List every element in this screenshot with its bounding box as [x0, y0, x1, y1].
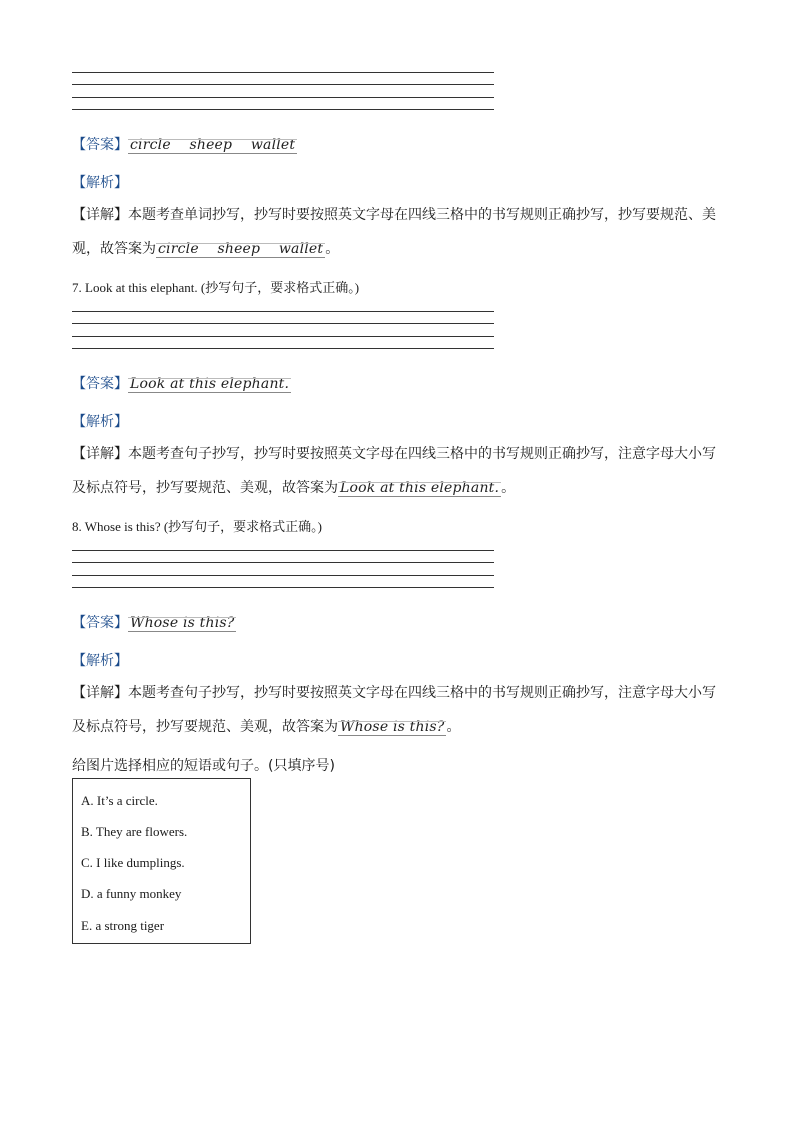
q7-answer-handwriting: Look at this elephant.: [130, 376, 290, 392]
q7-detail-answer-handwriting: Look at this elephant.: [340, 480, 500, 496]
option-a: A. It’s a circle.: [81, 793, 158, 808]
q8-detail-text1: 本题考查句子抄写，抄写时要按照英文字母在四线三格中的书写规则正确抄写，注意字母大小写: [128, 685, 716, 701]
q7-detail-text1: 本题考查句子抄写，抄写时要按照英文字母在四线三格中的书写规则正确抄写，注意字母大小写: [128, 446, 716, 462]
options-box: [72, 778, 251, 944]
section-instruction: 给图片选择相应的短语或句子。(只填序号): [72, 758, 335, 774]
detail-tag: 【详解】: [72, 685, 128, 701]
q6-detail-answer-handwriting: circle sheep wallet: [158, 241, 324, 257]
q8-question: 8. Whose is this? (抄写句子，要求格式正确。): [72, 519, 322, 534]
q6-detail-text1: 本题考查单词抄写，抄写时要按照英文字母在四线三格中的书写规则正确抄写，抄写要规范、美: [128, 207, 716, 223]
option-c: C. I like dumplings.: [81, 855, 185, 870]
answer-tag: 【答案】: [72, 615, 128, 631]
q7-analysis-line: [72, 411, 128, 431]
q6-analysis-line: [72, 172, 128, 192]
q8-detail-answer-handwriting: Whose is this?: [340, 719, 445, 735]
q6-detail-line1: [72, 204, 716, 224]
q8-detail-line1: [72, 682, 716, 702]
q8-detail-line2: [72, 716, 460, 736]
option-e: E. a strong tiger: [81, 918, 165, 933]
q6-detail-line2: [72, 238, 339, 258]
analysis-tag: 【解析】: [72, 414, 128, 430]
q7-answer-line: [72, 373, 291, 393]
q6-answer-line: [72, 134, 297, 154]
detail-tag: 【详解】: [72, 207, 128, 223]
analysis-tag: 【解析】: [72, 653, 128, 669]
detail-tag: 【详解】: [72, 446, 128, 462]
q8-detail-suffix: 。: [446, 719, 461, 735]
q6-answer-handwriting: circle sheep wallet: [130, 137, 296, 153]
q7-detail-line1: [72, 443, 716, 463]
answer-tag: 【答案】: [72, 137, 128, 153]
q8-answer-line: [72, 612, 236, 632]
analysis-tag: 【解析】: [72, 175, 128, 191]
option-d: D. a funny monkey: [81, 886, 182, 901]
q7-question: 7. Look at this elephant. (抄写句子，要求格式正确。): [72, 280, 360, 295]
four-line-grid-q8: [72, 550, 494, 590]
q8-detail-text2: 及标点符号，抄写要规范、美观，故答案为: [72, 719, 338, 735]
q6-detail-text2: 观，故答案为: [72, 241, 156, 257]
q8-answer-handwriting: Whose is this?: [130, 615, 235, 631]
q7-detail-text2: 及标点符号，抄写要规范、美观，故答案为: [72, 480, 338, 496]
q7-detail-suffix: 。: [501, 480, 516, 496]
four-line-grid-q7: [72, 311, 494, 351]
q6-detail-suffix: 。: [325, 241, 340, 257]
q7-detail-line2: [72, 477, 515, 497]
option-b: B. They are flowers.: [81, 824, 188, 839]
answer-tag: 【答案】: [72, 376, 128, 392]
four-line-grid-q6: [72, 72, 494, 112]
q8-analysis-line: [72, 650, 128, 670]
